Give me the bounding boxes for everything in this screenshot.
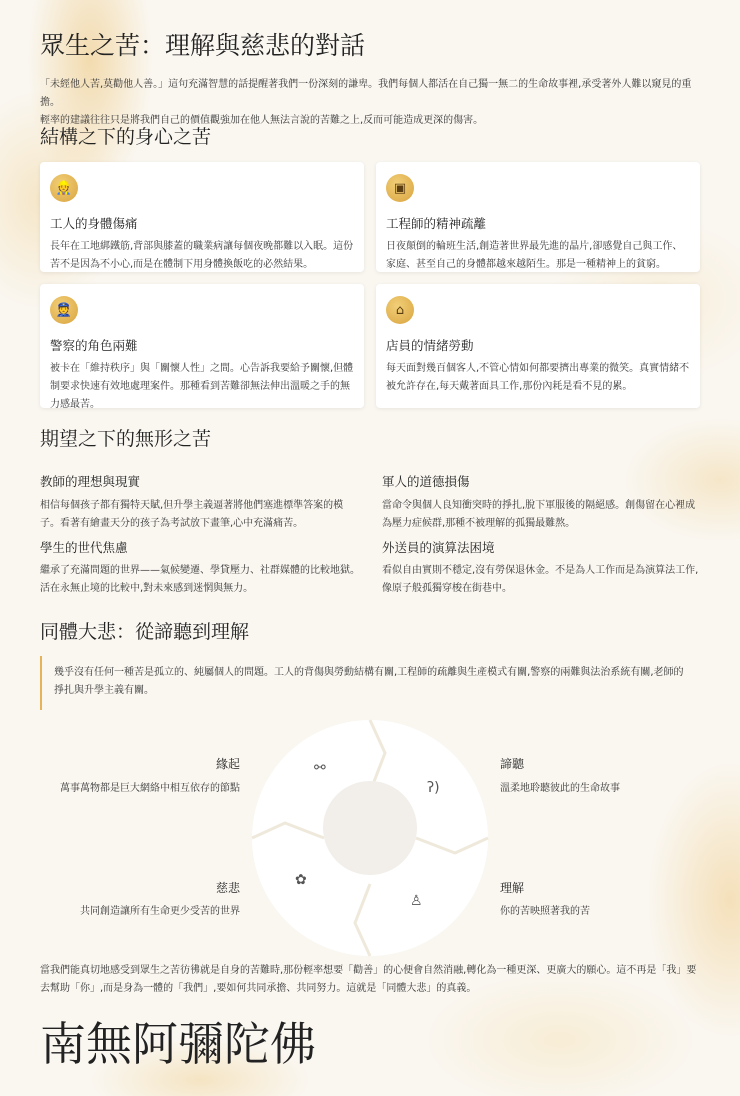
page-title: 眾生之苦：理解與慈悲的對話	[40, 31, 366, 60]
card-police	[40, 284, 364, 408]
card-desc: 長年在工地綁鐵筋,背部與膝蓋的職業病讓每個夜晚都難以入眠。這份苦不是因為不小心,而是在體制下用身體換飯吃的必然結果。	[50, 241, 354, 270]
cycle-desc: 萬事萬物都是巨大網絡中相互依存的節點	[60, 783, 240, 794]
cycle-label: 緣起	[215, 757, 240, 771]
ear-icon: ʔ)	[427, 780, 440, 796]
police-icon: 👮	[50, 296, 78, 324]
conclusion: 當我們能真切地感受到眾生之苦彷彿就是自身的苦難時,那份輕率想要「勸善」的心便會自然消融,轉化為一種更深、更廣大的願心。這不再是「我」要去幫助「你」,而是身為一體的「我們」,要如何共同承擔、共同努力。這就是「同體大悲」的真義。	[40, 965, 697, 994]
item-desc: 當命令與個人良知衝突時的掙扎,脫下軍服後的隔絕感。創傷留在心裡成為壓力症候群,那種不被理解的孤獨最難熬。	[382, 500, 696, 529]
closing-title: 南無阿彌陀佛	[40, 1017, 316, 1071]
intro-line: 輕率的建議往往只是將我們自己的價值觀強加在他人無法言說的苦難之上,反而可能造成更深的傷害。	[40, 115, 484, 126]
card-desc: 被卡在「維持秩序」與「關懷人性」之間。心告訴我要給予關懷,但體制要求快速有效地處理案件。那種看到苦難卻無法伸出溫暖之手的無力感最苦。	[50, 363, 354, 410]
cycle-label: 理解	[500, 881, 525, 895]
cycle-diagram	[250, 718, 490, 958]
item-desc: 繼承了充滿問題的世界——氣候變遷、學貸壓力、社群媒體的比較地獄。活在永無止境的比較中,對未來感到迷惘與無力。	[40, 565, 360, 594]
person-icon: ♙	[410, 893, 423, 909]
card-clerk	[376, 284, 700, 408]
quote-text: 幾乎沒有任何一種苦是孤立的、純屬個人的問題。工人的背傷與勞動結構有關,工程師的疏離與生產模式有關,警察的兩難與法治系統有關,老師的掙扎與升學主義有關。	[54, 667, 684, 696]
cycle-desc: 共同創造讓所有生命更少受苦的世界	[80, 906, 240, 917]
store-icon: ⌂	[386, 296, 414, 324]
item-title: 教師的理想與現實	[40, 474, 141, 489]
card-worker	[40, 162, 364, 272]
card-title: 店員的情緒勞動	[386, 338, 474, 353]
cycle-label: 諦聽	[500, 757, 525, 771]
network-icon: ⚯	[314, 760, 326, 776]
section-title: 同體大悲：從諦聽到理解	[40, 621, 250, 643]
cycle-center	[323, 781, 417, 875]
flower-icon: ✿	[295, 872, 307, 888]
item-title: 學生的世代焦慮	[40, 540, 128, 555]
card-title: 警察的角色兩難	[50, 338, 138, 353]
card-desc: 每天面對幾百個客人,不管心情如何都要擠出專業的微笑。真實情緒不被允許存在,每天戴著面具工作,那份內耗是看不見的累。	[386, 363, 690, 392]
intro-line: 「未經他人苦,莫勸他人善。」這句充滿智慧的話提醒著我們一份深刻的謙卑。我們每個人都活在自己獨一無二的生命故事裡,承受著外人難以窺見的重擔。	[40, 79, 692, 108]
cycle-desc: 溫柔地聆聽彼此的生命故事	[500, 783, 620, 794]
section-title: 結構之下的身心之苦	[40, 126, 212, 148]
card-desc: 日夜顛倒的輪班生活,創造著世界最先進的晶片,卻感覺自己與工作、家庭、甚至自己的身體都越來越陌生。那是一種精神上的貧窮。	[386, 241, 683, 270]
section-title: 期望之下的無形之苦	[40, 428, 212, 450]
item-title: 外送員的演算法困境	[382, 540, 495, 555]
cycle-desc: 你的苦映照著我的苦	[500, 906, 590, 917]
cycle-label: 慈悲	[215, 881, 240, 895]
item-desc: 相信每個孩子都有獨特天賦,但升學主義逼著將他們塞進標準答案的模子。看著有繪畫天分的孩子為考試放下畫筆,心中充滿痛苦。	[40, 500, 344, 529]
item-title: 軍人的道德損傷	[382, 474, 470, 489]
card-engineer	[376, 162, 700, 272]
chip-icon: ▣	[386, 174, 414, 202]
card-title: 工程師的精神疏離	[386, 216, 487, 231]
quote-block	[40, 656, 700, 710]
worker-icon: 👷	[50, 174, 78, 202]
card-title: 工人的身體傷痛	[50, 216, 138, 231]
item-desc: 看似自由實則不穩定,沒有勞保退休金。不是為人工作而是為演算法工作,像原子般孤獨穿梭在街巷中。	[382, 565, 699, 594]
